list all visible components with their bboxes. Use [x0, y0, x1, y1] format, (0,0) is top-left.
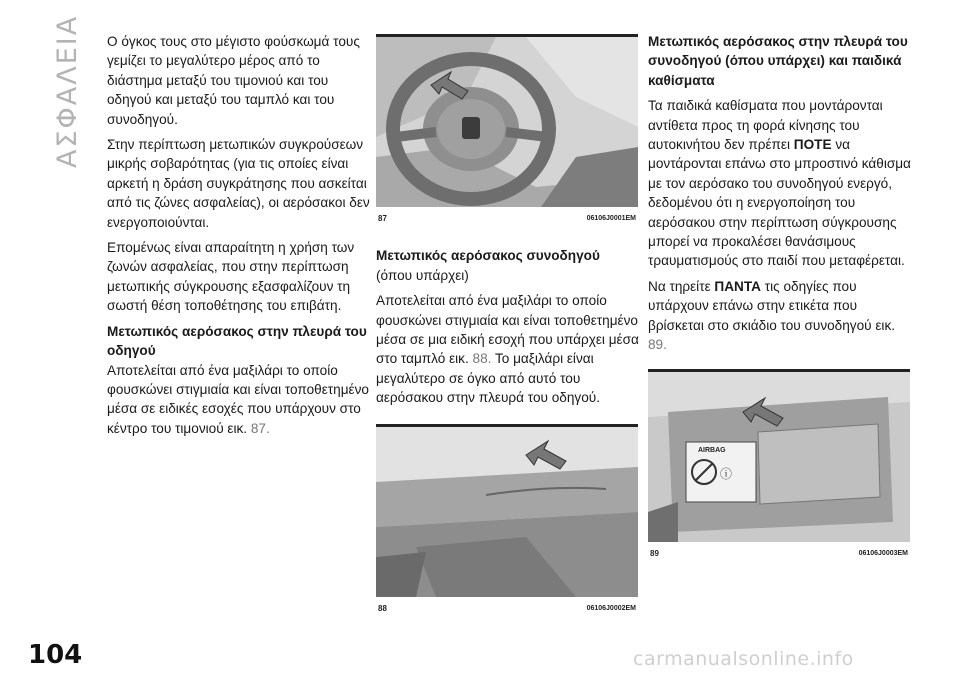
- paragraph: [648, 277, 916, 355]
- paragraph-text: Αποτελείται από ένα μαξιλάρι το οποίο φουσκώνει στιγμιαία και είναι τοποθετημένο μέσα σε ειδικές εσοχές που υπάρχουν στο κέντρο του τιμονιού εικ.: [107, 362, 369, 436]
- text-column-1: [107, 32, 375, 444]
- paragraph: Ο όγκος τους στο μέγιστο φούσκωμά τους γεμίζει το μεγαλύτερο μέρος από το διάστημα μεταξύ του τιμονιού και του οδηγού και μεταξύ του ταμπλό και του συνοδηγού.: [107, 34, 360, 127]
- paragraph: [107, 361, 375, 439]
- text-column-3: [648, 32, 916, 563]
- emphasis: ΠΟΤΕ: [793, 137, 832, 153]
- steering-wheel-illustration: [376, 37, 638, 207]
- passenger-airbag-heading: Μετωπικός αερόσακος συνοδηγού: [376, 248, 600, 264]
- paragraph-text: Να τηρείτε: [648, 278, 711, 294]
- paragraph-text: Τα παιδικά καθίσματα που μοντάρονται αντίθετα προς τη φορά κίνησης του αυτοκινήτου δεν πρέπει: [648, 98, 883, 153]
- figure-caption: [376, 597, 638, 618]
- figure-code: 06106J0001EM: [586, 215, 636, 222]
- paragraph-text: τις οδηγίες που υπάρχουν επάνω στην ετικέτα που βρίσκεται στο σκιάδιο του συνοδηγού εικ.: [648, 278, 896, 333]
- paragraph-text: να μοντάρονται επάνω στο μπροστινό κάθισμα με τον αερόσακο του συνοδηγού ενεργό, δεδομένου ότι η ενεργοποίηση του αερόσακου στην περίπτωση σύγκρουσης μπορεί να προκαλέσει θανάσιμους τραυματισμούς στο παιδί που μεταφέρεται.: [648, 137, 911, 269]
- paragraph-text: Το μαξιλάρι είναι μεγαλύτερο σε όγκο από αυτό του αερόσακου στην πλευρά του οδηγού.: [376, 351, 600, 406]
- figure-code: 06106J0002EM: [586, 604, 636, 612]
- paragraph: Επομένως είναι απαραίτητη η χρήση των ζωνών ασφαλείας, που στην περίπτωση μετωπικής σύγκρουσης εξασφαλίζουν τη σωστή θέση τοποθέτησης του επιβάτη.: [107, 240, 355, 314]
- watermark: carmanualsonline.info: [633, 648, 854, 670]
- figure-ref: 87.: [250, 420, 270, 436]
- page-number: 104: [28, 640, 83, 670]
- svg-text:ⓘ: ⓘ: [720, 466, 733, 481]
- airbag-label-text: AIRBAG: [698, 446, 726, 454]
- dashboard-illustration: [376, 427, 638, 597]
- paragraph: [648, 96, 916, 271]
- paragraph: Στην περίπτωση μετωπικών συγκρούσεων μικρής σοβαρότητας (για τις οποίες είναι αρκετή η δράση συγκράτησης που ασκείται από τις ζώνες ασφαλείας), οι αερόσακοι δεν ενεργοποιούνται.: [107, 137, 370, 230]
- driver-airbag-heading: Μετωπικός αερόσακος στην πλευρά του οδηγού: [107, 323, 367, 359]
- paragraph: [376, 291, 644, 407]
- section-title: ΑΣΦΑΛΕΙΑ: [52, 14, 83, 168]
- figure-number: 89: [650, 548, 659, 558]
- emphasis: ΠΑΝΤΑ: [714, 278, 761, 294]
- figure-88: [376, 424, 638, 618]
- sun-visor-illustration: [648, 372, 910, 542]
- text-column-2: [376, 34, 644, 618]
- figure-87: [376, 34, 638, 228]
- figure-number: 87: [378, 214, 387, 223]
- figure-89: [648, 369, 910, 563]
- figure-number: 88: [378, 603, 387, 613]
- figure-caption: [376, 207, 638, 228]
- figure-ref: 89.: [648, 337, 667, 353]
- subheading: (όπου υπάρχει): [376, 267, 469, 283]
- paragraph-text: Αποτελείται από ένα μαξιλάρι το οποίο φουσκώνει στιγμιαία και είναι τοποθετημένο μέσα σε μια ειδική εσοχή που υπάρχει μέσα στο ταμπλό εικ.: [376, 293, 639, 367]
- figure-caption: [648, 542, 910, 563]
- figure-ref: 88.: [472, 351, 492, 367]
- figure-code: 06106J0003EM: [858, 549, 908, 557]
- child-seat-heading: Μετωπικός αερόσακος στην πλευρά του συνοδηγού (όπου υπάρχει) και παιδικά καθίσματα: [648, 34, 908, 88]
